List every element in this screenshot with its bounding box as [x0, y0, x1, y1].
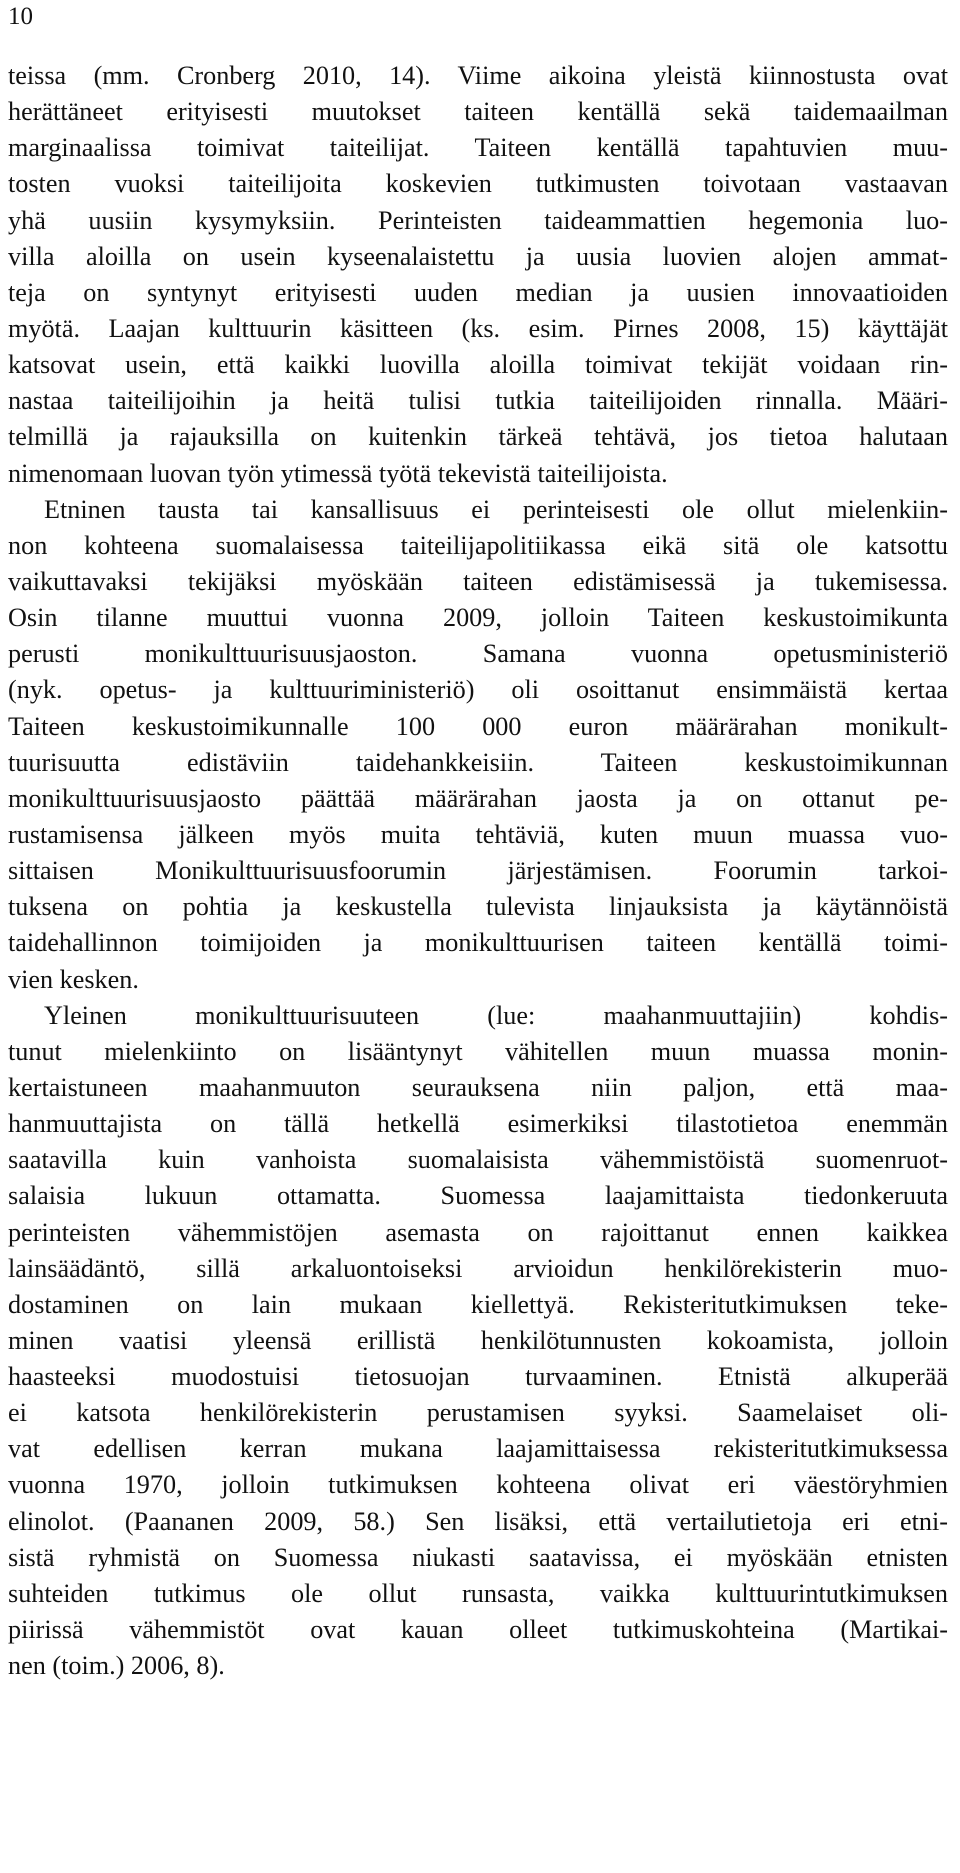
text-line: nastaa taiteilijoihin ja heitä tulisi tutkia taiteilijoiden rinnalla. Määri-: [8, 386, 948, 416]
text-line: Etninen tausta tai kansallisuus ei perinteisesti ole ollut mielenkiin-: [44, 494, 948, 524]
text-line: myötä. Laajan kulttuurin käsitteen (ks. esim. Pirnes 2008, 15) käyttäjät: [8, 313, 948, 343]
paragraph: [8, 492, 948, 998]
text-line: minen vaatisi yleensä erillistä henkilötunnusten kokoamista, jolloin: [8, 1325, 948, 1355]
text-line: monikulttuurisuusjaosto päättää määrärahan jaosta ja on ottanut pe-: [8, 783, 948, 813]
text-line: Taiteen keskustoimikunnalle 100 000 euron määrärahan monikult-: [8, 711, 948, 741]
text-line: telmillä ja rajauksilla on kuitenkin tärkeä tehtävä, jos tietoa halutaan: [8, 422, 948, 452]
text-line: Yleinen monikulttuurisuuteen (lue: maahanmuuttajiin) kohdis-: [44, 1000, 948, 1030]
text-line: perusti monikulttuurisuusjaoston. Samana vuonna opetusministeriö: [8, 639, 948, 669]
text-line: perinteisten vähemmistöjen asemasta on rajoittanut ennen kaikkea: [8, 1217, 948, 1247]
text-line: tuurisuutta edistäviin taidehankkeisiin. Taiteen keskustoimikunnan: [8, 747, 948, 777]
text-line: dostaminen on lain mukaan kiellettyä. Rekisteritutkimuksen teke-: [8, 1289, 948, 1319]
text-line: non kohteena suomalaisessa taiteilijapolitiikassa eikä sitä ole katsottu: [8, 530, 948, 560]
text-line: vien kesken.: [8, 964, 139, 994]
text-line: teissa (mm. Cronberg 2010, 14). Viime aikoina yleistä kiinnostusta ovat: [8, 61, 948, 90]
text-line: tuksena on pohtia ja keskustella tulevista linjauksista ja käytännöistä: [8, 892, 948, 922]
text-line: suhteiden tutkimus ole ollut runsasta, vaikka kulttuurintutkimuksen: [8, 1578, 948, 1608]
text-line: sistä ryhmistä on Suomessa niukasti saatavissa, ei myöskään etnisten: [8, 1542, 948, 1572]
text-line: saatavilla kuin vanhoista suomalaisista vähemmistöistä suomenruot-: [8, 1145, 948, 1175]
text-line: tunut mielenkiinto on lisääntynyt vähitellen muun muassa monin-: [8, 1036, 948, 1066]
text-line: salaisia lukuun ottamatta. Suomessa laajamittaista tiedonkeruuta: [8, 1181, 948, 1211]
text-line: villa aloilla on usein kyseenalaistettu ja uusia luovien alojen ammat-: [8, 241, 948, 271]
text-line: katsovat usein, että kaikki luovilla aloilla toimivat tekijät voidaan rin-: [8, 350, 948, 380]
text-line: sittaisen Monikulttuurisuusfoorumin järjestämisen. Foorumin tarkoi-: [8, 856, 948, 886]
text-line: herättäneet erityisesti muutokset taiteen kentällä sekä taidemaailman: [8, 97, 948, 127]
text-line: ei katsota henkilörekisterin perustamisen syyksi. Saamelaiset oli-: [8, 1398, 948, 1428]
text-line: elinolot. (Paananen 2009, 58.) Sen lisäksi, että vertailutietoja eri etni-: [8, 1506, 948, 1536]
text-line: (nyk. opetus- ja kulttuuriministeriö) oli osoittanut ensimmäistä kertaa: [8, 675, 948, 705]
text-line: kertaistuneen maahanmuuton seurauksena niin paljon, että maa-: [8, 1072, 948, 1102]
text-line: tosten vuoksi taiteilijoita koskevien tutkimusten toivotaan vastaavan: [8, 169, 948, 199]
page-number: 10: [8, 3, 33, 30]
text-line: vaikuttavaksi tekijäksi myöskään taiteen edistämisessä ja tukemisessa.: [8, 566, 948, 596]
text-line: nen (toim.) 2006, 8).: [8, 1651, 225, 1681]
body-text: [8, 58, 948, 1684]
paragraph: [8, 58, 948, 492]
text-line: hanmuuttajista on tällä hetkellä esimerkiksi tilastotietoa enemmän: [8, 1109, 948, 1139]
text-line: rustamisensa jälkeen myös muita tehtäviä, kuten muun muassa vuo-: [8, 819, 948, 849]
text-line: vuonna 1970, jolloin tutkimuksen kohteena olivat eri väestöryhmien: [8, 1470, 948, 1500]
text-line: Osin tilanne muuttui vuonna 2009, jolloin Taiteen keskustoimikunta: [8, 603, 948, 633]
text-line: yhä uusiin kysymyksiin. Perinteisten taideammattien hegemonia luo-: [8, 205, 948, 235]
text-line: piirissä vähemmistöt ovat kauan olleet tutkimuskohteina (Martikai-: [8, 1615, 948, 1645]
text-line: lainsäädäntö, sillä arkaluontoiseksi arvioidun henkilörekisterin muo-: [8, 1253, 948, 1283]
text-line: haasteeksi muodostuisi tietosuojan turvaaminen. Etnistä alkuperää: [8, 1362, 948, 1392]
text-line: nimenomaan luovan työn ytimessä työtä tekevistä taiteilijoista.: [8, 458, 668, 488]
paragraph: [8, 998, 948, 1685]
text-line: teja on syntynyt erityisesti uuden median ja uusien innovaatioiden: [8, 277, 948, 307]
text-line: vat edellisen kerran mukana laajamittaisessa rekisteritutkimuksessa: [8, 1434, 948, 1464]
text-line: marginaalissa toimivat taiteilijat. Taiteen kentällä tapahtuvien muu-: [8, 133, 948, 163]
text-line: taidehallinnon toimijoiden ja monikulttuurisen taiteen kentällä toimi-: [8, 928, 948, 958]
